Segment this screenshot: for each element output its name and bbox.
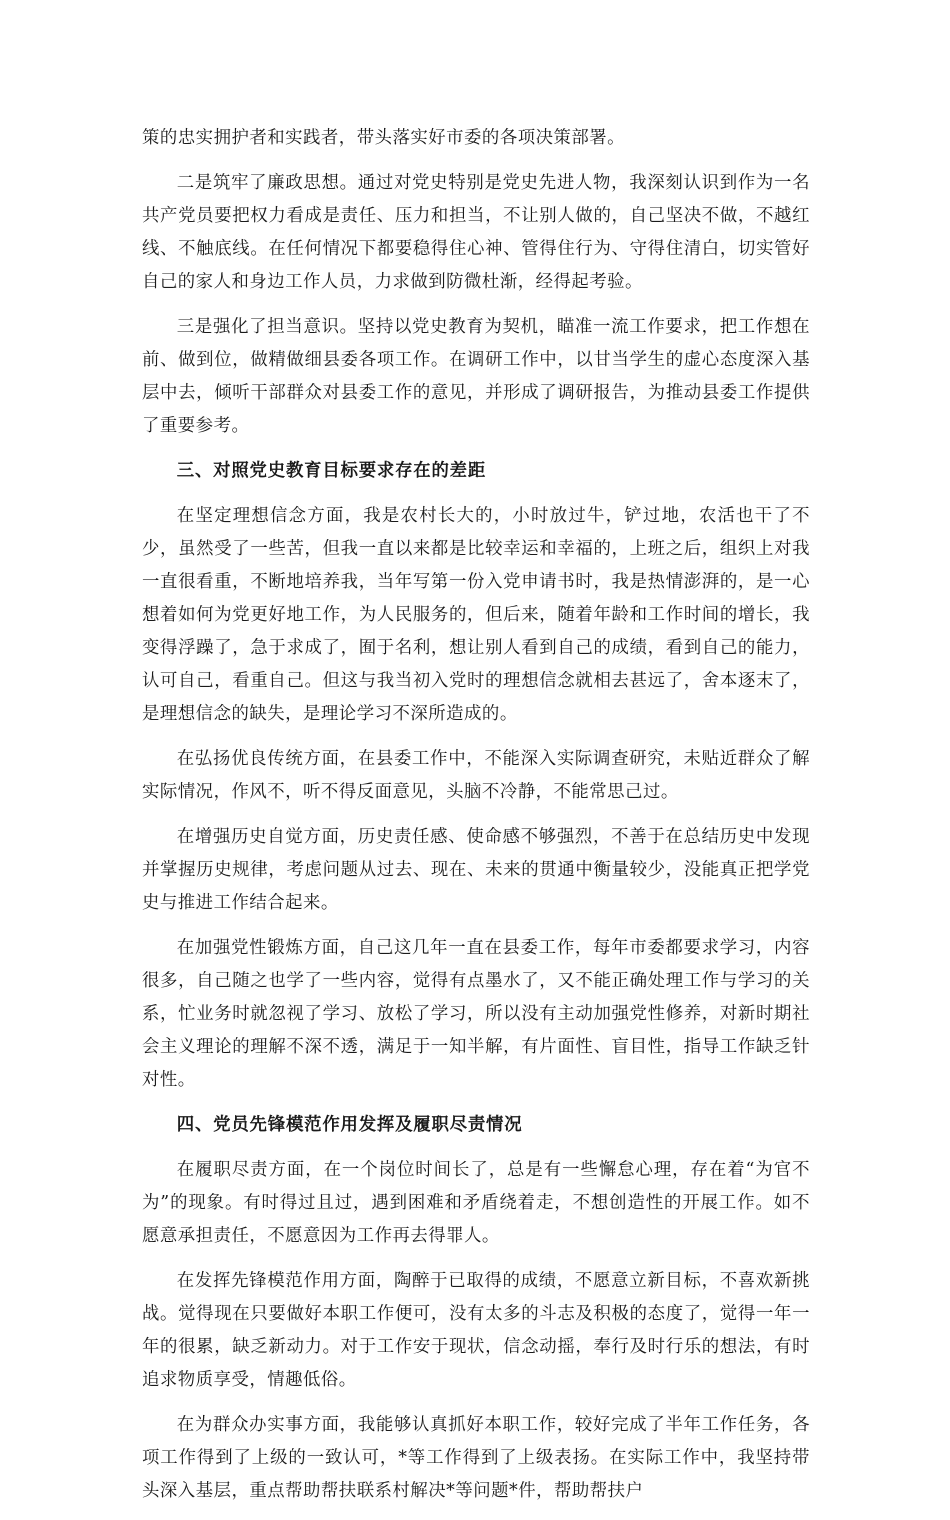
- paragraph-party-spirit: 在加强党性锻炼方面，自己这几年一直在县委工作，每年市委都要求学习，内容很多，自己随之也学了一些内容，觉得有点墨水了，又不能正确处理工作与学习的关系，忙业务时就忽视了学习、放松了学习，所以没有主动加强党性修养，对新时期社会主义理论的理解不深不透，满足于一知半解，有片面性、盲目性，指导工作缺乏针对性。: [142, 938, 810, 1090]
- paragraph-serving-people: 在为群众办实事方面，我能够认真抓好本职工作，较好完成了半年工作任务，各项工作得到了上级的一致认可，*等工作得到了上级表扬。在实际工作中，我坚持带头深入基层，重点帮助帮扶联系村解决*等问题*件，帮助帮扶户: [142, 1415, 810, 1501]
- paragraph-responsibility: 三是强化了担当意识。坚持以党史教育为契机，瞄准一流工作要求，把工作想在前、做到位，做精做细县委各项工作。在调研工作中，以甘当学生的虚心态度深入基层中去，倾听干部群众对县委工作的意见，并形成了调研报告，为推动县委工作提供了重要参考。: [142, 317, 810, 436]
- section-heading-gaps: 三、对照党史教育目标要求存在的差距: [176, 461, 487, 481]
- paragraph-ideals: 在坚定理想信念方面，我是农村长大的，小时放过牛，铲过地，农活也干了不少，虽然受了一些苦，但我一直以来都是比较幸运和幸福的，上班之后，组织上对我一直很看重，不断地培养我，当年写第一份入党申请书时，我是热情澎湃的，是一心想着如何为党更好地工作，为人民服务的，但后来，随着年龄和工作时间的增长，我变得浮躁了，急于求成了，囿于名利，想让别人看到自己的成绩，看到自己的能力，认可自己，看重自己。但这与我当初入党时的理想信念就相去甚远了，舍本逐末了，是理想信念的缺失，是理论学习不深所造成的。: [142, 506, 810, 724]
- paragraph-integrity: 二是筑牢了廉政思想。通过对党史特别是党史先进人物，我深刻认识到作为一名共产党员要把权力看成是责任、压力和担当，不让别人做的，自己坚决不做，不越红线、不触底线。在任何情况下都要稳得住心神、管得住行为、守得住清白，切实管好自己的家人和身边工作人员，力求做到防微杜渐，经得起考验。: [142, 173, 810, 292]
- paragraph-history: 在增强历史自觉方面，历史责任感、使命感不够强烈，不善于在总结历史中发现并掌握历史规律，考虑问题从过去、现在、未来的贯通中衡量较少，没能真正把学党史与推进工作结合起来。: [142, 827, 810, 913]
- document-body: [142, 122, 810, 1520]
- paragraph-duties: 在履职尽责方面，在一个岗位时间长了，总是有一些懈怠心理，存在着“为官不为”的现象。有时得过且过，遇到困难和矛盾绕着走，不想创造性的开展工作。如不愿意承担责任，不愿意因为工作再去得罪人。: [142, 1160, 810, 1246]
- paragraph-vanguard-role: 在发挥先锋模范作用方面，陶醉于已取得的成绩，不愿意立新目标，不喜欢新挑战。觉得现在只要做好本职工作便可，没有太多的斗志及积极的态度了，觉得一年一年的很累，缺乏新动力。对于工作安于现状，信念动摇，奉行及时行乐的想法，有时追求物质享受，情趣低俗。: [142, 1271, 810, 1390]
- paragraph-traditions: 在弘扬优良传统方面，在县委工作中，不能深入实际调查研究，未贴近群众了解实际情况，作风不，听不得反面意见，头脑不冷静，不能常思己过。: [142, 749, 810, 802]
- section-heading-vanguard: 四、党员先锋模范作用发挥及履职尽责情况: [176, 1115, 523, 1135]
- paragraph-continuation: 策的忠实拥护者和实践者，带头落实好市委的各项决策部署。: [142, 128, 626, 148]
